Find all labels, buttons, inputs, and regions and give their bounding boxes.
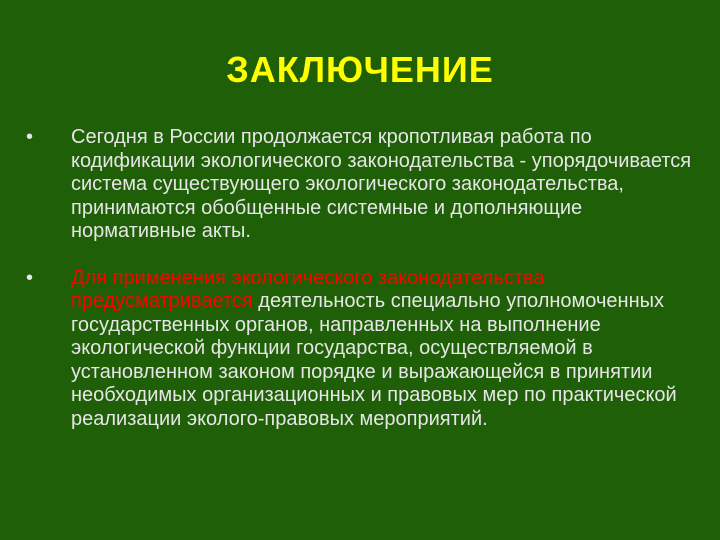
bullet-marker: • <box>26 266 34 289</box>
slide-title: ЗАКЛЮЧЕНИЕ <box>226 49 494 90</box>
bullet-text: деятельность специально уполномоченных государственных органов, направленных на выполнение экологической функции государства, осуществляемой в установленном законом порядке и выражающейся в принятии необходимых организационных и правовых мер по практической реализации эколого-правовых мероприятий. <box>71 290 677 430</box>
bullet-item-codification <box>26 126 694 244</box>
bullet-item-application <box>26 267 694 432</box>
bullet-list <box>26 126 694 454</box>
bullet-marker: • <box>26 126 34 148</box>
bullet-text: Сегодня в России продолжается кропотливая работа по кодификации экологического законодательства - упорядочивается система существующего экологического законодательства, принимаются обобщенные системные и дополняющие нормативные акты. <box>71 126 692 242</box>
bullet-emphasis-text: Для применения экологического законодательства предусматривается <box>71 266 545 312</box>
